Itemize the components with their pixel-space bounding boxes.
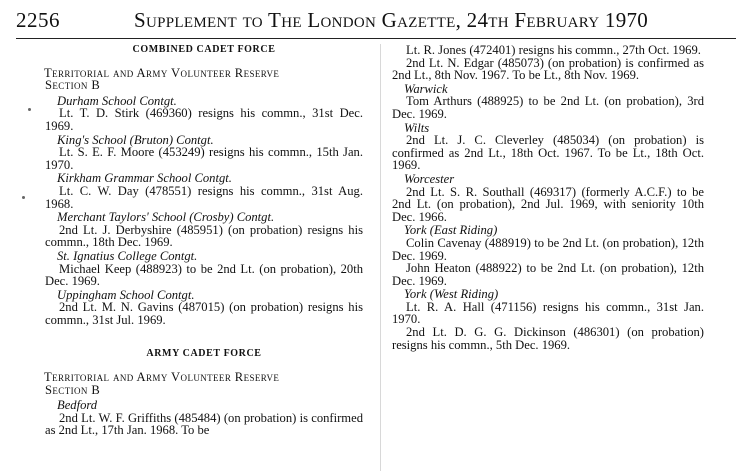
entry-york-west-riding — [392, 288, 704, 351]
entry-warwick — [392, 83, 704, 121]
entry-bedford — [45, 399, 363, 437]
entry-wilts — [392, 122, 704, 172]
column-divider — [380, 44, 381, 471]
entry-text: Michael Keep (488923) to be 2nd Lt. (on probation), 20th Dec. 1969. — [45, 261, 363, 289]
entry-st-ignatius — [45, 250, 363, 288]
combined-cadet-force-heading: COMBINED CADET FORCE — [132, 44, 276, 55]
tavr-heading-2: Territorial and Army Volunteer Reserve — [44, 370, 280, 385]
entry-text: 2nd Lt. W. F. Griffiths (485484) (on probation) is confirmed as 2nd Lt., 17th Jan. 1968. To be — [45, 410, 363, 438]
unit-heading: York (West Riding) — [404, 287, 499, 302]
section-b-heading-2: Section B — [45, 382, 101, 397]
unit-heading: Merchant Taylors' School (Crosby) Contgt. — [57, 210, 275, 225]
entry-uppingham — [45, 289, 363, 327]
entry-durham — [45, 95, 363, 133]
entry-york-east-riding — [392, 224, 704, 287]
unit-heading: Bedford — [57, 398, 98, 413]
unit-heading: Durham School Contgt. — [57, 93, 177, 108]
army-cadet-force-heading: ARMY CADET FORCE — [146, 348, 262, 360]
page-number: 2256 — [16, 8, 60, 32]
header-rule — [16, 38, 736, 39]
entry-merchant-taylors — [45, 211, 363, 249]
left-column — [45, 44, 363, 437]
entry-text: Colin Cavenay (488919) to be 2nd Lt. (on probation), 12th Dec. 1969. — [392, 235, 704, 263]
unit-heading: Uppingham School Contgt. — [57, 287, 195, 302]
unit-heading: Kirkham Grammar School Contgt. — [57, 171, 232, 186]
page-header — [16, 8, 736, 34]
page-title: Supplement to The London Gazette, 24th February 1970 — [134, 8, 649, 32]
right-column — [392, 44, 704, 351]
unit-heading: King's School (Bruton) Contgt. — [57, 132, 214, 147]
entry-text: 2nd Lt. N. Edgar (485073) (on probation) is confirmed as 2nd Lt., 8th Nov. 1967. To be Lt., 8th Nov. 1969. — [392, 55, 704, 83]
section-b-heading: Section B — [45, 78, 101, 93]
entry-text: Lt. R. Jones (472401) resigns his commn., 27th Oct. 1969. — [406, 43, 701, 57]
entry-kings-school — [45, 134, 363, 172]
unit-heading: Worcester — [404, 171, 455, 186]
tavr-heading: Territorial and Army Volunteer Reserve — [44, 65, 280, 80]
unit-heading: St. Ignatius College Contgt. — [57, 248, 198, 263]
entry-text: Lt. S. E. F. Moore (453249) resigns his commn., 15th Jan. 1970. — [45, 145, 363, 172]
entry-text: Lt. T. D. Stirk (469360) resigns his commn., 31st Dec. 1969. — [45, 106, 363, 133]
entry-text: 2nd Lt. S. R. Southall (469317) (formerly A.C.F.) to be 2nd Lt. (on probation), 2nd Jul. 1969, with seniority 10th Dec. 1966. — [392, 184, 704, 224]
entry-text: 2nd Lt. M. N. Gavins (487015) (on probation) resigns his commn., 31st Jul. 1969. — [45, 300, 363, 327]
entry-text: 2nd Lt. J. Derbyshire (485951) (on probation) resigns his commn., 18th Dec. 1969. — [45, 222, 363, 250]
unit-heading: Warwick — [404, 81, 448, 96]
scan-mark — [22, 196, 25, 199]
entry-text: 2nd Lt. D. G. G. Dickinson (486301) (on probation) resigns his commn., 5th Dec. 1969. — [392, 325, 704, 352]
unit-heading: York (East Riding) — [404, 223, 498, 238]
entry-kirkham — [45, 172, 363, 210]
entry-text: Tom Arthurs (488925) to be 2nd Lt. (on probation), 3rd Dec. 1969. — [392, 94, 704, 121]
entry-text: Lt. R. A. Hall (471156) resigns his commn., 31st Jan. 1970. — [392, 299, 704, 327]
unit-heading: Wilts — [404, 120, 430, 135]
entry-text: 2nd Lt. J. C. Cleverley (485034) (on probation) is confirmed as 2nd Lt., 18th Oct. 1967. To be Lt., 18th Oct. 1969. — [392, 133, 704, 173]
entry-text: John Heaton (488922) to be 2nd Lt. (on probation), 12th Dec. 1969. — [392, 261, 704, 288]
scan-mark — [28, 108, 31, 111]
entry-worcester — [392, 173, 704, 223]
entry-text: Lt. C. W. Day (478551) resigns his commn., 31st Aug. 1968. — [45, 183, 363, 211]
